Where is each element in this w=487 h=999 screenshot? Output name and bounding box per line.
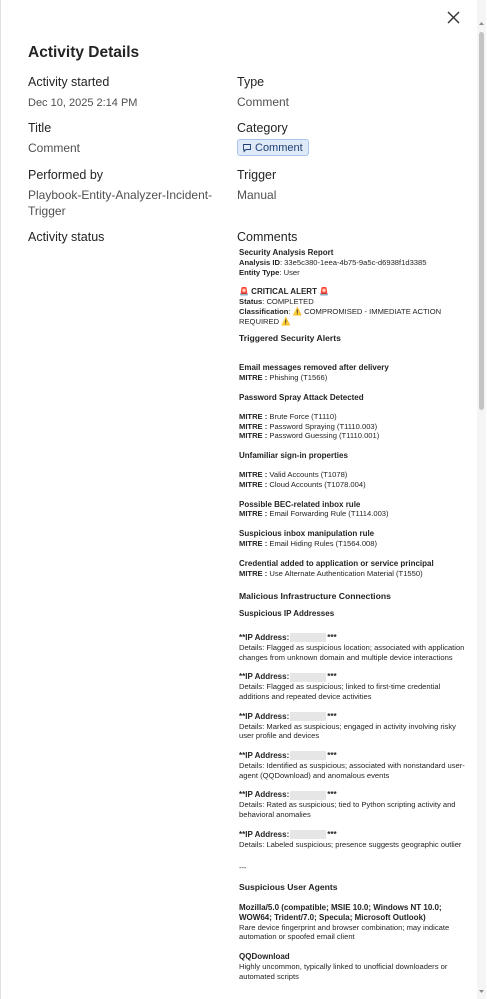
status-line: Status: COMPLETED (239, 297, 314, 307)
redacted-ip (290, 751, 326, 760)
performed-by-value (28, 187, 212, 219)
report-title: Security Analysis Report (239, 248, 334, 257)
classification-line: Classification: ⚠️ COMPROMISED - IMMEDIATE ACTION REQUIRED ⚠️ (239, 306, 442, 326)
ua2-name: QQDownload (239, 952, 290, 962)
title-label: Title (28, 121, 52, 135)
ip-item (239, 790, 471, 819)
ip-item (239, 672, 471, 701)
alert-name: Possible BEC-related inbox rule (239, 499, 361, 509)
ip-address-line: **IP Address: *** (239, 751, 337, 761)
alert-item (239, 500, 471, 520)
ip-item (239, 830, 471, 850)
analysis-id: Analysis ID: 33e5c380-1eea-4b75-9a5c-d6938f1d3385 (239, 257, 427, 267)
ip-address-line: **IP Address: *** (239, 672, 337, 682)
mitre-line: MITRE : Password Guessing (T1110.001) (239, 431, 380, 441)
mitre-line: MITRE : Use Alternate Authentication Material (T1550) (239, 568, 423, 578)
performed-by-label: Performed by (28, 168, 104, 182)
category-label: Category (237, 121, 288, 135)
trigger-value: Manual (237, 188, 277, 202)
ip-details: Details: Flagged as suspicious location; associated with application changes from unknown domain and multiple device interactions (239, 642, 465, 662)
mitre-line: MITRE : Brute Force (T1110) (239, 411, 337, 421)
title-value: Comment (28, 141, 81, 155)
mitre-line: MITRE : Email Forwarding Rule (T1114.003) (239, 509, 389, 519)
performed-by-line1: Playbook-Entity-Analyzer-Incident- (28, 188, 213, 202)
mitre-line: MITRE : Email Hiding Rules (T1564.008) (239, 538, 378, 548)
type-value: Comment (237, 95, 290, 109)
activity-status-label: Activity status (28, 230, 105, 244)
alert-item (239, 393, 471, 441)
mitre-line: MITRE : Valid Accounts (T1078) (239, 469, 348, 479)
infra-heading: Malicious Infrastructure Connections (239, 591, 391, 602)
panel-title: Activity Details (28, 44, 140, 61)
scroll-down-arrow-icon[interactable] (478, 988, 485, 995)
ip-address-line: **IP Address: *** (239, 790, 337, 800)
redacted-ip (290, 633, 326, 642)
ip-details: Details: Rated as suspicious; tied to Python scripting activity and behavioral anomalies (239, 800, 456, 820)
redacted-ip (290, 791, 326, 800)
scroll-up-arrow-icon[interactable] (478, 20, 485, 27)
ua1-desc: Rare device fingerprint and browser combination; may indicate automation or spoofed email client (239, 922, 450, 942)
comment-icon (242, 143, 252, 153)
entity-type: Entity Type: User (239, 267, 300, 277)
alert-item (239, 559, 471, 579)
ip-details: Details: Labeled suspicious; presence suggests geographic outlier (239, 839, 462, 849)
alert-item (239, 363, 471, 383)
scrollbar-thumb[interactable] (479, 32, 484, 410)
alert-item (239, 529, 471, 549)
performed-by-line2: Trigger (28, 204, 66, 218)
alert-name: Email messages removed after delivery (239, 363, 389, 373)
ip-address-line: **IP Address: *** (239, 829, 337, 839)
ip-details: Details: Identified as suspicious; associated with nonstandard user-agent (QQDownload) and anomalous events (239, 760, 465, 780)
type-label: Type (237, 75, 265, 89)
ip-details: Details: Flagged as suspicious; linked to first-time credential additions and repeated device activities (239, 682, 441, 701)
redacted-ip (290, 712, 326, 721)
ip-list (239, 633, 471, 860)
close-button[interactable] (444, 8, 464, 28)
activity-started-value: Dec 10, 2025 2:14 PM (28, 97, 138, 109)
ip-address-line: **IP Address: *** (239, 711, 337, 721)
mitre-line: MITRE : Phishing (T1566) (239, 373, 328, 383)
ua-heading: Suspicious User Agents (239, 882, 338, 893)
alert-name: Credential added to application or service principal (239, 558, 434, 568)
redacted-ip (290, 830, 326, 839)
trigger-label: Trigger (237, 168, 277, 182)
ip-address-line: **IP Address: *** (239, 632, 337, 642)
ip-details: Details: Marked as suspicious; engaged in activity involving risky user profile and devices (239, 721, 456, 741)
ua1-name: Mozilla/5.0 (compatible; MSIE 10.0; Windows NT 10.0; WOW64; Trident/7.0; Specula; Microsoft Outlook) (239, 903, 442, 922)
ip-item (239, 712, 471, 741)
alert-item (239, 451, 471, 489)
category-badge (237, 139, 309, 156)
category-badge-label: Comment (255, 141, 303, 154)
mitre-line: MITRE : Password Spraying (T1110.003) (239, 421, 378, 431)
ip-heading: Suspicious IP Addresses (239, 609, 335, 619)
separator: --- (239, 863, 247, 873)
close-icon (444, 8, 464, 28)
redacted-ip (290, 673, 326, 682)
mitre-line: MITRE : Cloud Accounts (T1078.004) (239, 479, 366, 489)
alert-name: Suspicious inbox manipulation rule (239, 529, 375, 539)
activity-started-label: Activity started (28, 75, 110, 89)
ua2-desc: Highly uncommon, typically linked to unofficial downloaders or automated scripts (239, 962, 448, 981)
comments-label: Comments (237, 230, 298, 244)
ip-item (239, 633, 471, 662)
triggered-alerts-heading: Triggered Security Alerts (239, 332, 341, 343)
comments-body (239, 248, 471, 982)
critical-alert: 🚨 CRITICAL ALERT 🚨 (239, 287, 330, 297)
ip-item (239, 751, 471, 780)
alert-name: Unfamiliar sign-in properties (239, 451, 348, 461)
alert-name: Password Spray Attack Detected (239, 392, 364, 402)
alert-list (239, 363, 471, 578)
